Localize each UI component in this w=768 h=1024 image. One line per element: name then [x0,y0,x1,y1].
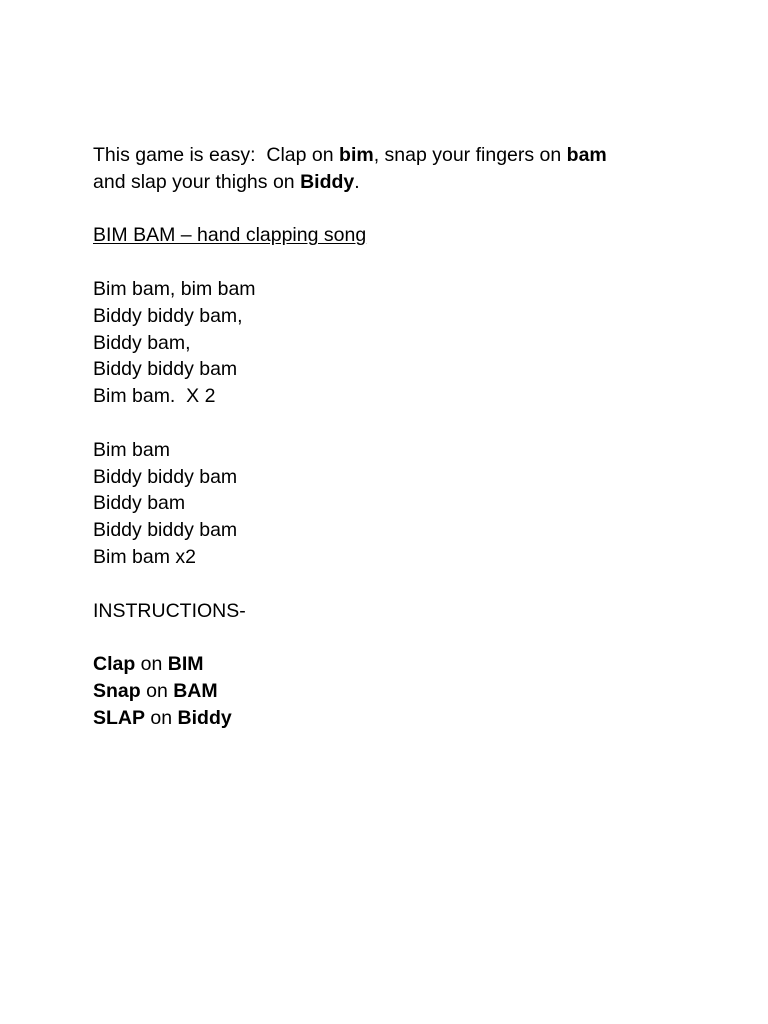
intro-line-2 [93,169,693,196]
spacer [93,571,693,598]
verse-line: Bim bam, bim bam [93,277,256,300]
instruction-connector: on [135,653,168,676]
intro-text: , snap your fingers on [373,144,567,166]
verse-2 [93,437,693,571]
instruction-item [93,678,693,705]
verse-line: Biddy biddy bam [93,465,238,488]
verse-line: Biddy bam [93,492,186,515]
intro-text: and slap your thighs on [93,170,301,193]
intro-line-1 [93,142,693,169]
intro-bold-word: Biddy [300,170,355,193]
verse-line: Biddy biddy bam [93,519,238,542]
instruction-connector: on [140,679,174,702]
intro-text: . [354,170,360,193]
instruction-item [93,705,693,732]
instruction-target: BAM [173,679,218,702]
spacer [93,249,693,276]
verse-line: Bim bam [93,438,170,461]
spacer [93,624,693,651]
instruction-action: Snap [93,679,141,702]
verse-line: Bim bam x2 [93,545,196,568]
intro-bold-word: bam [566,144,607,166]
instruction-target: Biddy [177,706,232,729]
song-title-text: BIM BAM – hand clapping song [93,224,367,247]
instruction-item [93,651,693,678]
song-title [93,222,693,249]
spacer [93,196,693,223]
verse-line: Biddy bam, [93,331,191,354]
verse-line: Bim bam. X 2 [93,385,216,408]
intro-text: This game is easy: Clap on [93,144,340,166]
instruction-connector: on [145,706,178,729]
instruction-action: Clap [93,653,136,676]
instructions-list [93,651,693,731]
verse-line: Biddy biddy bam, [93,304,243,327]
intro-bold-word: bim [339,144,374,166]
verse-line: Biddy biddy bam [93,358,238,381]
verse-1 [93,276,693,410]
instructions-heading: INSTRUCTIONS- [93,599,246,622]
instruction-target: BIM [167,653,204,676]
document-page [93,142,693,732]
spacer [93,410,693,437]
instruction-action: SLAP [93,706,146,729]
